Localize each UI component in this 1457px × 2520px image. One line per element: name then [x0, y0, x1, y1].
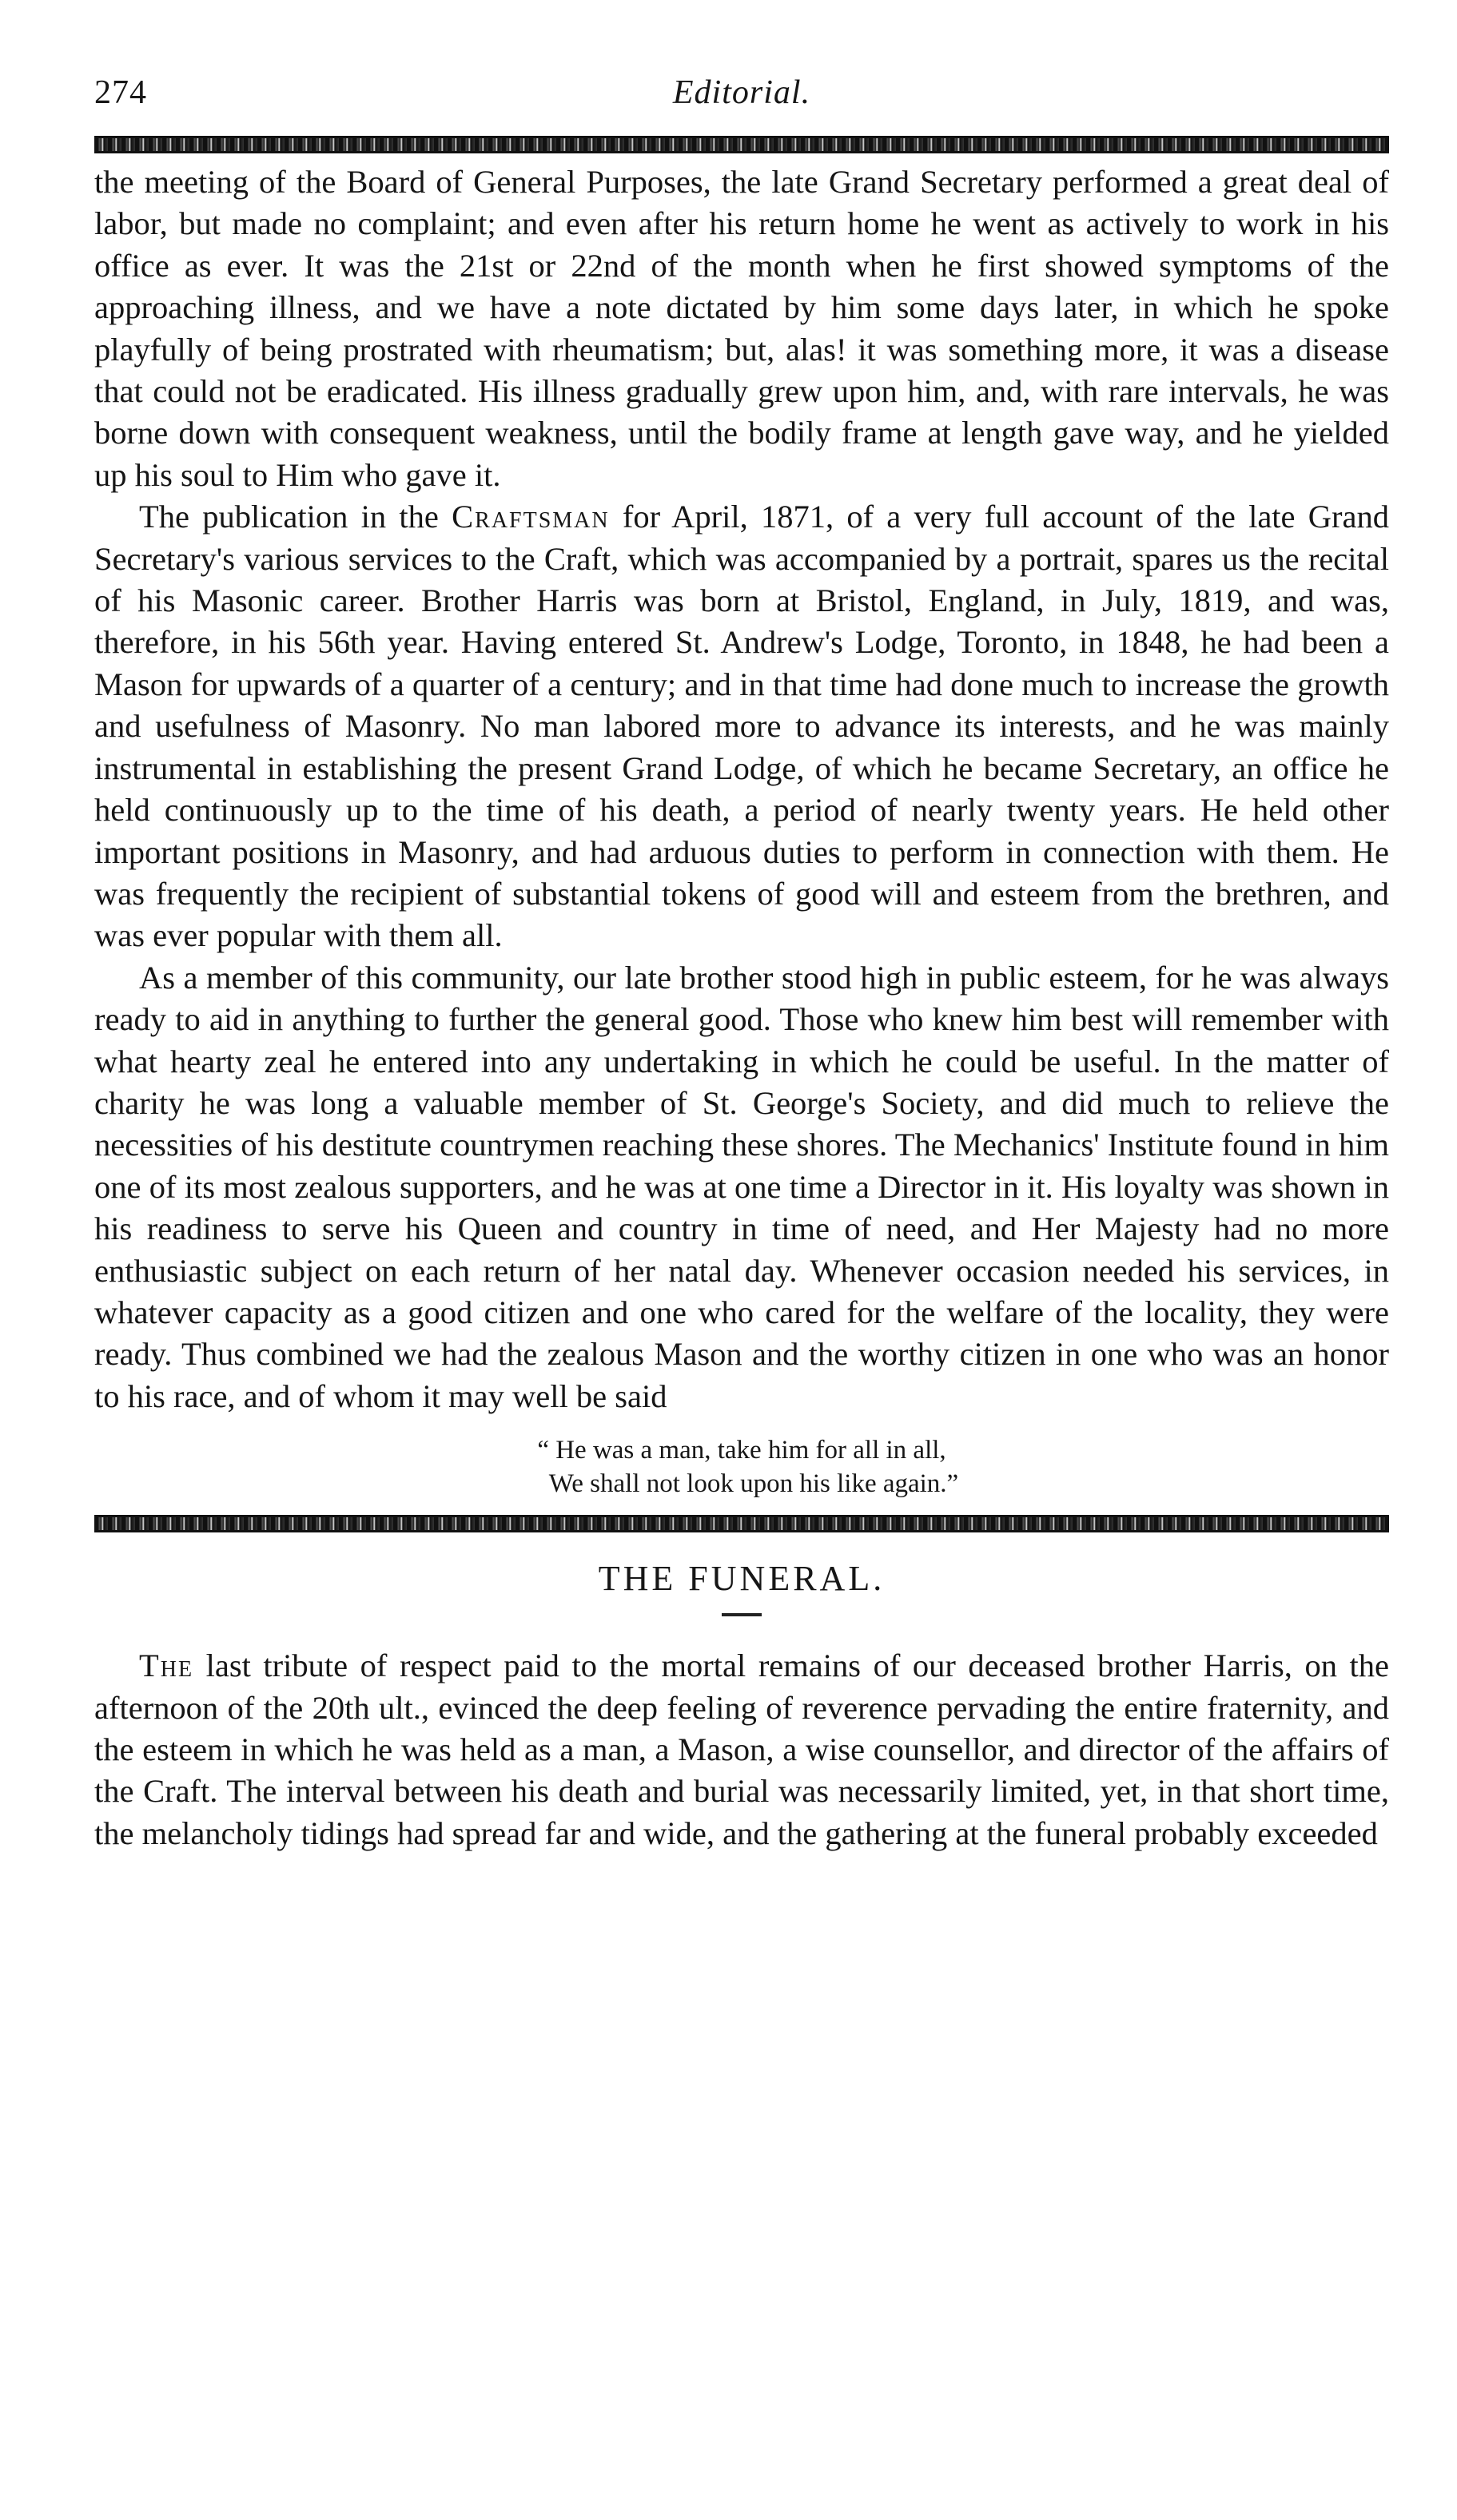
funeral-body — [94, 1645, 1389, 1854]
ornamental-rule-top — [94, 136, 1389, 153]
quote-line-1: “ He was a man, take him for all in all, — [537, 1436, 946, 1465]
journal-name: Craftsman — [452, 499, 610, 535]
article-body — [94, 161, 1389, 1417]
paragraph-continued: the meeting of the Board of General Purposes, the late Grand Secretary performed a great deal of labor, but made no complaint; and even after his return home he went as actively to work in his office as ever. It was the 21st or 22nd of the month when he first showed symptoms of the approaching illness, and we have a note dictated by him some days later, in which he spoke playfully of being prostrated with rheumatism; but, alas! it was something more, it was a disease that could not be eradicated. His illness gradually grew upon him, and, with rare intervals, he was borne down with consequent weakness, until the bodily frame at length gave way, and he yielded up his soul to Him who gave it. — [94, 164, 1389, 493]
paragraph-career-rest: for April, 1871, of a very full account of the late Grand Secretary's various services to the Craft, which was accompanied by a portrait, spares us the recital of his Masonic career. Brother Harris was born at Bristol, England, in July, 1819, and was, therefore, in his 56th year. Having entered St. Andrew's Lodge, Toronto, in 1848, he had been a Mason for upwards of a quarter of a century; and in that time had done much to increase the growth and usefulness of Masonry. No man labored more to advance its interests, and he was mainly instrumental in establishing the present Grand Lodge, of which he became Secretary, an office he held continuously up to the time of his death, a period of nearly twenty years. He held other important positions in Masonry, and had arduous duties to perform in connection with them. He was frequently the recipient of substantial tokens of good will and esteem from the brethren, and was ever popular with them all. — [94, 499, 1389, 954]
quote-line-2: We shall not look upon his like again.” — [548, 1469, 959, 1499]
ornamental-rule-section — [94, 1515, 1389, 1532]
funeral-text: last tribute of respect paid to the mortal remains of our deceased brother Harris, on the afternoon of the 20th ult., evinced the deep feeling of reverence pervading the entire fraternity, and the esteem in which he was held as a man, a Mason, a wise counsellor, and director of the affairs of the Craft. The interval between his death and burial was necessarily limited, yet, in that short time, the melancholy tidings had spread far and wide, and the gathering at the funeral probably exceeded — [94, 1648, 1389, 1851]
paragraph-career — [94, 496, 1389, 956]
paragraph-community: As a member of this community, our late brother stood high in public esteem, for he was always ready to aid in anything to further the general good. Those who knew him best will remember with what hearty zeal he entered into any undertaking in which he could be useful. In the matter of charity he was long a valuable member of St. George's Society, and did much to relieve the necessities of his destitute countrymen reaching these shores. The Mechanics' Institute found in him one of its most zealous supporters, and he was at one time a Director in it. His loyalty was shown in his readiness to serve his Queen and country in time of need, and Her Majesty had no more enthusiastic subject on each return of her natal day. Whenever occasion needed his services, in whatever capacity as a good citizen and one who cared for the welfare of the locality, they were ready. Thus combined we had the zealous Mason and the worthy citizen in one who was an honor to his race, and of whom it may well be said — [94, 959, 1389, 1414]
page-number: 274 — [94, 74, 147, 111]
title-underline — [722, 1613, 762, 1616]
paragraph-career-lead: The publication in the — [139, 499, 452, 535]
page-header — [94, 74, 1389, 125]
funeral-lead-word: The — [139, 1648, 194, 1684]
page — [94, 74, 1389, 1854]
section-title: THE FUNERAL. — [598, 1559, 886, 1599]
closing-quote — [94, 1433, 1389, 1500]
paragraph-funeral — [94, 1645, 1389, 1854]
running-title: Editorial. — [672, 74, 811, 111]
